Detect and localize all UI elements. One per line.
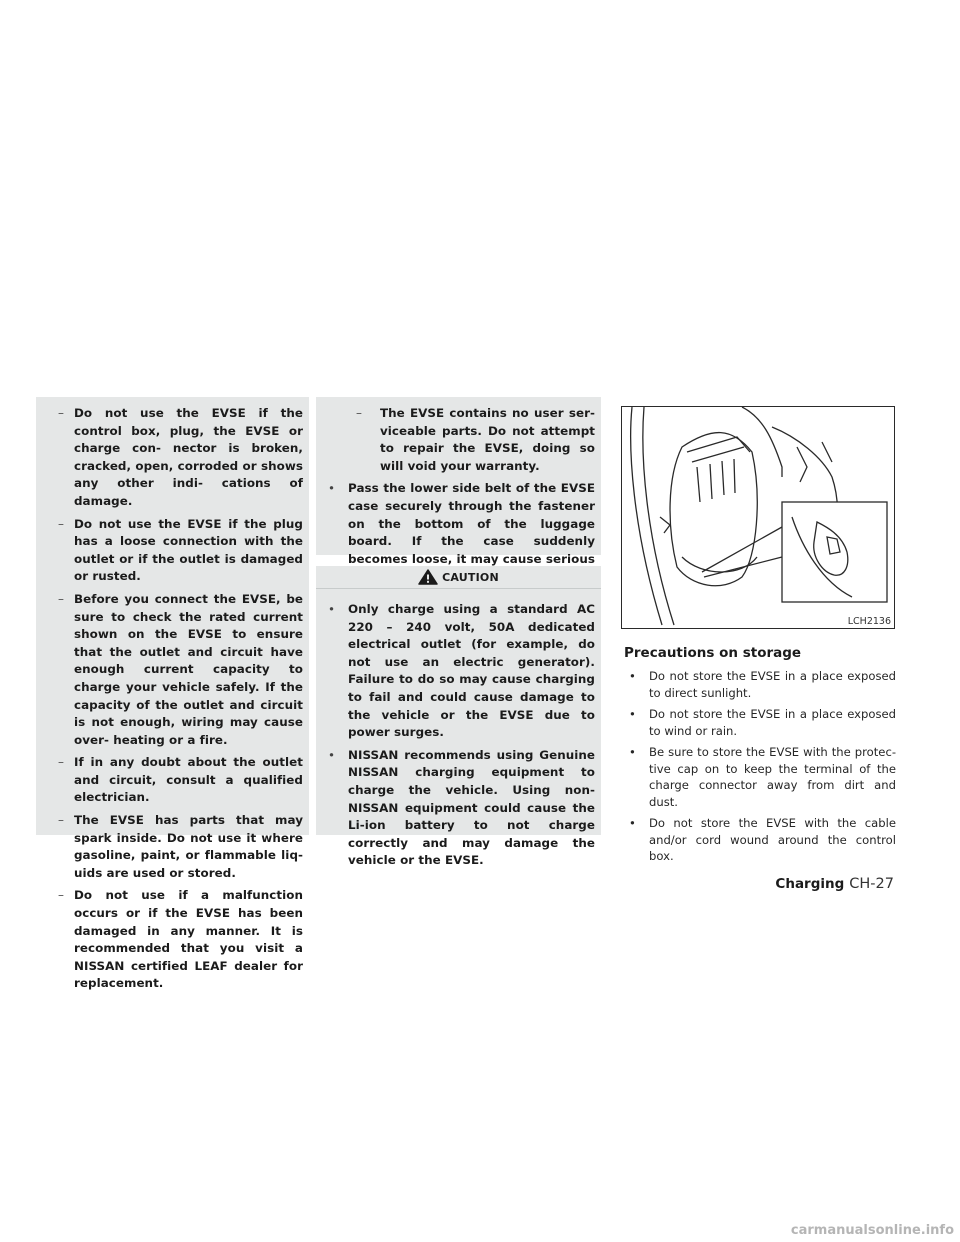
item-text: Only charge using a standard AC 220 – 240 volt, 50A dedicated electrical outlet (for example, do not use an electric generator). Failure to do so may cause charging to fail and could cause damage to the vehicle or the EVSE due to power surges. <box>348 602 595 740</box>
item-text: The EVSE contains no user ser- viceable parts. Do not attempt to repair the EVSE, doing so will void your warranty. <box>380 406 595 473</box>
caution-panel <box>316 566 601 868</box>
warning-panel-left <box>36 397 309 991</box>
item-text: Be sure to store the EVSE with the protec- tive cap on to keep the terminal of the charge connector away from dirt and dust. <box>649 745 896 809</box>
caution-title: CAUTION <box>442 570 499 584</box>
dash-marker: – <box>58 591 64 606</box>
watermark: carmanualsonline.info <box>790 1223 954 1238</box>
storage-item <box>624 706 896 739</box>
evse-storage-illustration <box>621 406 895 629</box>
figure-code: LCH2136 <box>847 616 891 627</box>
caution-item <box>328 601 595 742</box>
warning-panel-continued <box>316 397 601 566</box>
storage-item <box>624 815 896 865</box>
warning-item <box>58 887 303 993</box>
storage-item <box>624 744 896 810</box>
item-text: Do not use the EVSE if the plug has a loose connection with the outlet or if the outlet is damaged or rusted. <box>74 516 303 584</box>
bullet-marker: • <box>629 745 636 759</box>
caution-item <box>328 747 595 870</box>
bullet-marker: • <box>629 707 636 721</box>
storage-item <box>624 668 896 701</box>
caution-header <box>316 566 601 589</box>
bullet-marker: • <box>629 816 636 830</box>
item-text: Pass the lower side belt of the EVSE case securely through the fastener on the bottom of the luggage board. If the case suddenly becomes loose, it may cause serious <box>348 481 595 566</box>
warning-item <box>58 812 303 882</box>
item-text: Before you connect the EVSE, be sure to check the rated current shown on the EVSE to ensure that the outlet and circuit have enough current capacity to charge your vehicle safely. If the capacity of the outlet and circuit is not enough, wiring may cause over- heating or a fire. <box>74 591 303 747</box>
warning-item <box>58 516 303 586</box>
caution-icon <box>418 569 438 585</box>
item-text: Do not use the EVSE if the control box, plug, the EVSE or charge con- nector is broken, cracked, open, corroded or shows any other indi- cations of damage. <box>74 406 303 508</box>
luggage-compartment-drawing <box>622 407 894 628</box>
item-text: Do not store the EVSE in a place exposed to wind or rain. <box>649 707 896 738</box>
item-text: Do not use if a malfunction occurs or if the EVSE has been damaged in any manner. It is recommended that you visit a NISSAN certified LEAF dealer for replacement. <box>74 888 303 991</box>
bullet-marker: • <box>328 481 336 496</box>
bullet-marker: • <box>328 747 336 762</box>
item-text: Do not store the EVSE in a place exposed to direct sunlight. <box>649 669 896 700</box>
dash-marker: – <box>58 516 64 531</box>
item-text: The EVSE has parts that may spark inside. Do not use it where gasoline, paint, or flammable liq- uids are used or stored. <box>74 813 303 880</box>
warning-item <box>58 405 303 511</box>
storage-precautions-list <box>624 668 896 870</box>
page-number: CH-27 <box>849 876 894 892</box>
warning-item <box>356 405 595 475</box>
dash-marker: – <box>356 406 362 420</box>
item-text: NISSAN recommends using Genuine NISSAN charging equipment to charge the vehicle. Using non- NISSAN equipment could cause the Li-ion battery to not charge correctly and may damage the vehicle or the EVSE. <box>348 747 595 868</box>
dash-marker: – <box>58 406 64 420</box>
footer-section: Charging <box>775 876 845 892</box>
dash-marker: – <box>58 888 64 903</box>
item-text: Do not store the EVSE with the cable and/or cord wound around the control box. <box>649 816 896 863</box>
section-heading: Precautions on storage <box>624 645 802 661</box>
bullet-marker: • <box>328 602 336 616</box>
dash-marker: – <box>58 813 64 828</box>
warning-item <box>58 754 303 807</box>
warning-list-continued <box>328 405 595 586</box>
item-text: If in any doubt about the outlet and circuit, consult a qualified electrician. <box>74 755 303 805</box>
page-footer <box>775 876 894 892</box>
warning-list <box>58 405 303 993</box>
caution-list <box>328 601 595 870</box>
bullet-marker: • <box>629 669 636 683</box>
dash-marker: – <box>58 755 64 770</box>
warning-item <box>58 591 303 749</box>
